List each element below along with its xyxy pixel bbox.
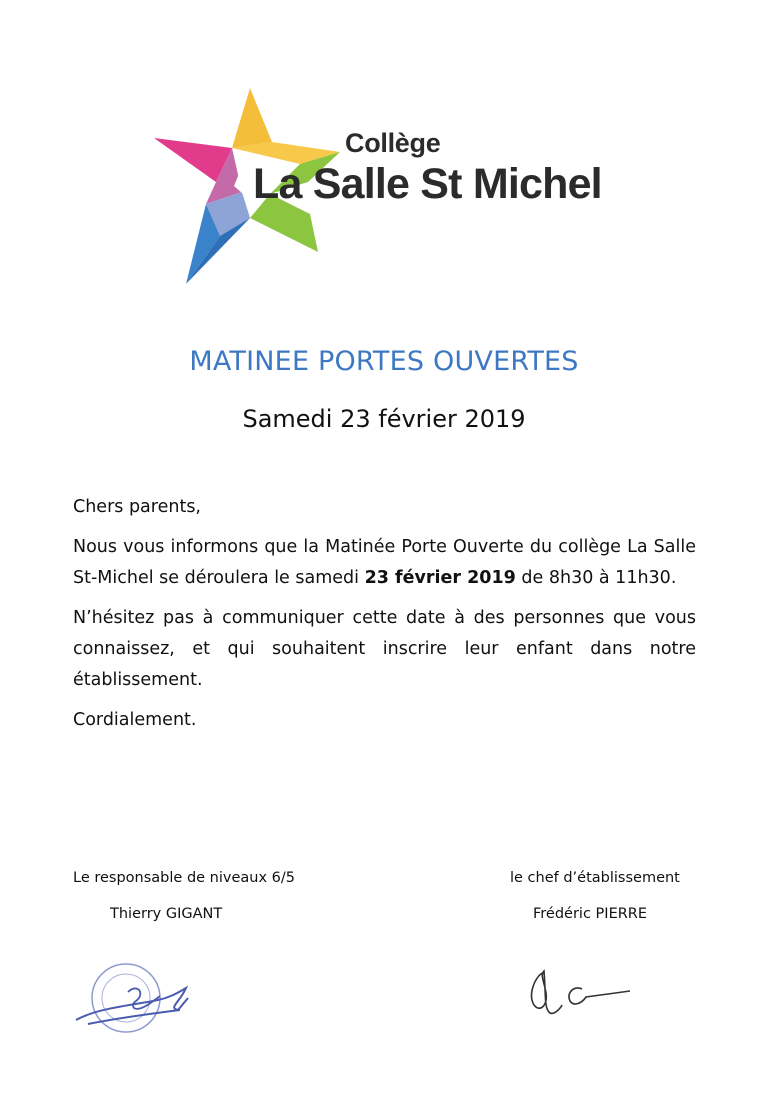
stamp-icon (68, 958, 198, 1038)
left-signatory-name: Thierry GIGANT (110, 906, 223, 922)
letter-greeting: Chers parents, (73, 497, 201, 517)
signature-block-right (510, 870, 680, 922)
letter-body (73, 492, 696, 745)
event-date: Samedi 23 février 2019 (242, 405, 526, 433)
right-signatory-role: le chef d’établissement (510, 870, 680, 886)
letter-paragraph-1 (73, 532, 696, 594)
signature-block-left (73, 870, 295, 922)
paragraph-1-bold-date: 23 février 2019 (364, 568, 516, 588)
paragraph-1-before: Nous vous informons que la Matinée Porte Ouverte du collège La Salle St-Michel se déroulera le samedi (73, 537, 696, 588)
page-title: MATINEE PORTES OUVERTES (189, 346, 579, 377)
letter-paragraph-2: N’hésitez pas à communiquer cette date à des personnes que vous connaissez, et qui souhaitent inscrire leur enfant dans notre établissement. (73, 608, 696, 690)
left-signatory-role: Le responsable de niveaux 6/5 (73, 870, 295, 886)
logo-college-label: Collège (345, 128, 441, 158)
right-signatory-name: Frédéric PIERRE (533, 906, 648, 922)
logo-school-name: La Salle St Michel (253, 160, 602, 208)
signature-right (520, 965, 640, 1029)
letter-closing: Cordialement. (73, 710, 197, 730)
school-logo (150, 86, 620, 291)
handwritten-signature-icon (520, 965, 640, 1025)
paragraph-1-after: de 8h30 à 11h30. (515, 568, 677, 588)
stamp-and-signature-left (68, 958, 198, 1042)
